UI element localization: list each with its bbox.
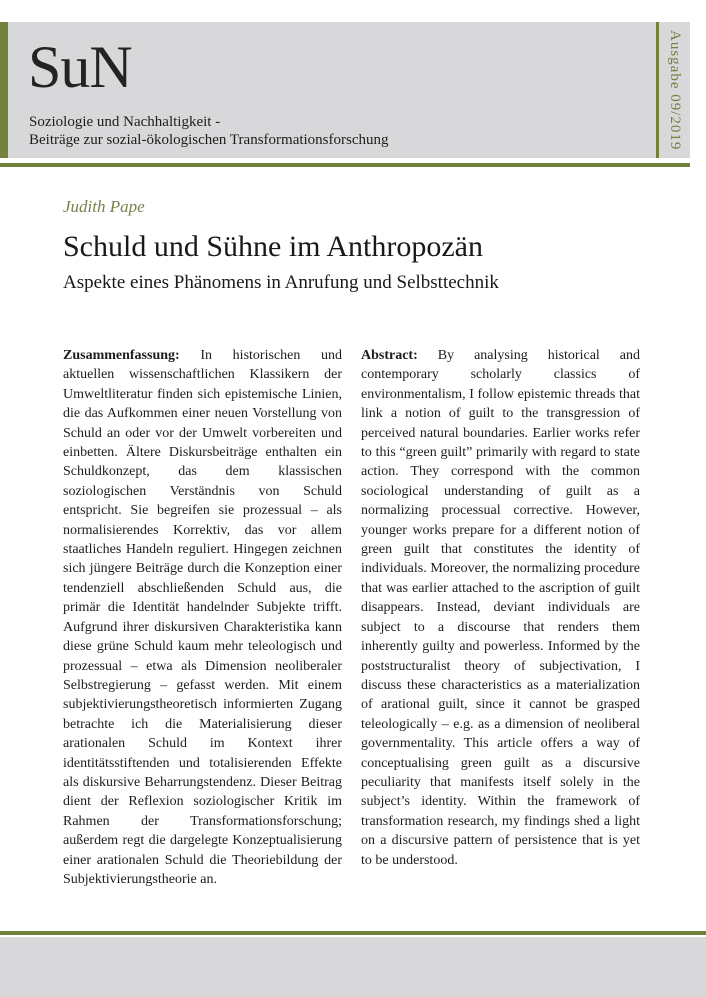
- journal-subtitle-line-1: Soziologie und Nachhaltigkeit -: [29, 114, 221, 130]
- author-name: Judith Pape: [63, 197, 145, 216]
- article-title: Schuld und Sühne im Anthropozän: [63, 230, 483, 263]
- journal-subtitle-line-2: Beiträge zur sozial-ökologischen Transformationsforschung: [29, 132, 389, 148]
- issue-strip: [659, 22, 690, 158]
- abstracts-section: [63, 346, 640, 889]
- header-rule: [0, 163, 690, 167]
- abstract-english-label: Abstract:: [361, 348, 418, 363]
- footer-rule: [0, 931, 706, 935]
- footer-band: [0, 937, 706, 997]
- masthead: [0, 22, 690, 158]
- journal-subtitle: [29, 113, 389, 149]
- masthead-left-accent-bar: [0, 22, 8, 158]
- abstract-german-label: Zusammenfassung:: [63, 348, 180, 363]
- abstract-english: [361, 346, 640, 889]
- abstract-english-text: By analysing historical and contemporary scholarly classics of environmentalism, I follow epistemic threads that link a notion of guilt to the transgression of perceived natural boundaries. Earlier works refer to this “green guilt” primarily with regard to state action. They correspond with the common sociological understanding of guilt as a normalizing processual corrective. However, younger works prepare for a different notion of green guilt that constitutes the identity of individuals. Moreover, the normalizing procedure that was earlier attached to the ascription of guilt disappears. Instead, deviant individuals are subject to a discourse that renders them inherently guilty and powerless. Informed by the poststructuralist theory of subjectivation, I discuss these characteristics as a materialization of arational guilt, since it cannot be grasped teleologically – e.g. as a dimension of neoliberal governmentality. This article offers a way of conceptualising green guilt as a discursive peculiarity that manifests itself solely in the subject’s identity. Within the framework of transformation research, my findings shed a light on a discursive pattern of persistence that is yet to be understood.: [361, 348, 640, 868]
- article-subtitle: Aspekte eines Phänomens in Anrufung und Selbsttechnik: [63, 272, 499, 293]
- abstract-german-text: In historischen und aktuellen wissenschaftlichen Klassikern der Umweltliteratur finden sich epistemische Linien, die das Aufkommen einer neuen Vorstellung von Schuld an oder vor der Umwelt vorbereiten und einbetten. Ältere Diskursbeiträge enthalten ein Schuldkonzept, das dem klassischen soziologischen Verständnis von Schuld entspricht. Sie begreifen sie prozessual – als normalisierendes Korrektiv, das vor allem staatliches Handeln reguliert. Hingegen zeichnen sich jüngere Beiträge durch die Konzeption einer tendenziell abschließenden Schuld aus, die primär die Identität handelnder Subjekte trifft. Aufgrund ihrer diskursiven Charakteristika kann diese grüne Schuld kaum mehr teleologisch und prozessual – etwa als Dimension neoliberaler Selbstregierung – gefasst werden. Mit einem subjektivierungstheoretisch informierten Zugang betrachte ich die Materialisierung dieser arationalen Schuld im Kontext ihrer identitätsstiftenden und totalisierenden Effekte als diskursive Beharrungstendenz. Dieser Beitrag dient der Reflexion soziologischer Kritik im Rahmen der Transformationsforschung; außerdem regt die dargelegte Konzeptualisierung einer arationalen Schuld die Theoriebildung der Subjektivierungstheorie an.: [63, 348, 342, 887]
- issue-label: Ausgabe 09/2019: [667, 29, 683, 151]
- journal-logo: SuN: [28, 34, 132, 100]
- abstract-german: [63, 346, 342, 889]
